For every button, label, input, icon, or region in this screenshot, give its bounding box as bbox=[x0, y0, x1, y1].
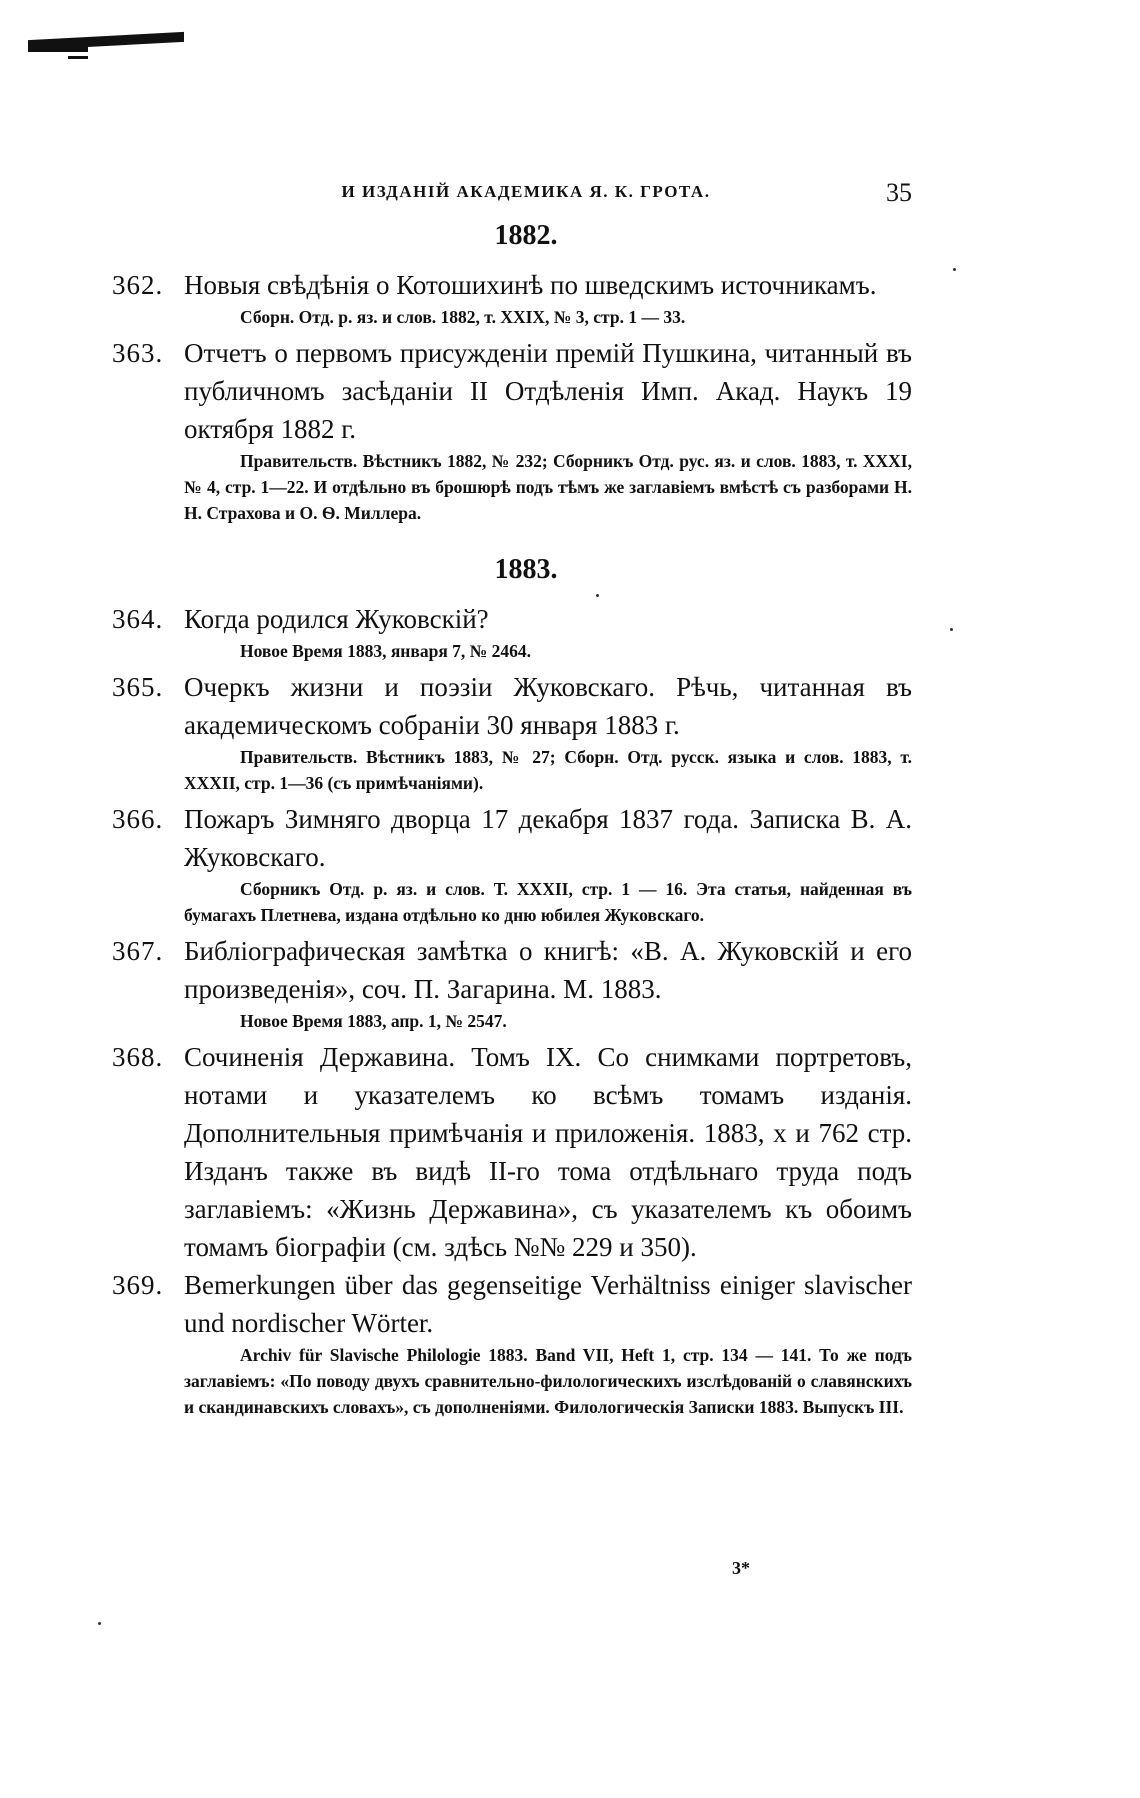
bibliography-entry bbox=[112, 266, 912, 330]
entry-source: Новое Время 1883, апр. 1, № 2547. bbox=[240, 1011, 507, 1031]
entry-title: Сочиненія Державина. Томъ IX. Со снимками портретовъ, нотами и указателемъ ко всѣмъ томамъ изданія. Дополнительныя примѣчанія и приложенія. 1883, х и 762 стр. Изданъ также въ видѣ II-го тома отдѣльнаго труда подъ заглавіемъ: «Жизнь Державина», съ указателемъ къ обоимъ томамъ біографіи (см. здѣсь №№ 229 и 350). bbox=[184, 1042, 912, 1262]
print-speck bbox=[98, 1622, 101, 1625]
entry-title: Очеркъ жизни и поэзіи Жуковскаго. Рѣчь, читанная въ академическомъ собраніи 30 января 1883 г. bbox=[184, 672, 912, 740]
bibliography-entry bbox=[112, 1038, 912, 1266]
print-speck bbox=[953, 268, 956, 271]
bibliography-entry bbox=[112, 932, 912, 1034]
running-head bbox=[140, 178, 912, 218]
entry-source: Новое Время 1883, января 7, № 2464. bbox=[240, 641, 531, 661]
bibliography-entry bbox=[112, 668, 912, 796]
signature-mark: 3* bbox=[732, 1558, 750, 1578]
entry-source: Сборникъ Отд. р. яз. и слов. Т. XXXII, стр. 1 — 16. Эта статья, найденная въ бумагахъ Плетнева, издана отдѣльно ко дню юбилея Жуковскаго. bbox=[184, 879, 912, 925]
entry-title: Bemerkungen über das gegenseitige Verhältniss einiger slavischer und nordischer Wörter. bbox=[184, 1270, 912, 1338]
entry-title: Библіографическая замѣтка о книгѣ: «В. А. Жуковскій и его произведенія», соч. П. Загарина. М. 1883. bbox=[184, 936, 912, 1004]
entry-number: 368. bbox=[112, 1042, 164, 1072]
page-number: 35 bbox=[886, 178, 912, 207]
bibliography-entry bbox=[112, 334, 912, 526]
entry-number: 369. bbox=[112, 1270, 164, 1300]
entry-number: 363. bbox=[112, 338, 164, 368]
year-heading: 1883. bbox=[494, 554, 558, 585]
entry-source: Archiv für Slavische Philologie 1883. Band VII, Heft 1, стр. 134 — 141. То же подъ заглавіемъ: «По поводу двухъ сравнительно-филологическихъ изслѣдованій о славянскихъ и скандинавскихъ словахъ», съ дополненіями. Филологическія Записки 1883. Выпускъ III. bbox=[184, 1345, 912, 1417]
bibliography-entry bbox=[112, 600, 912, 664]
ink-blot-mark bbox=[28, 30, 184, 52]
entry-number: 366. bbox=[112, 804, 164, 834]
entry-number: 362. bbox=[112, 270, 164, 300]
entry-source: Сборн. Отд. р. яз. и слов. 1882, т. XXIX, № 3, стр. 1 — 33. bbox=[240, 307, 686, 327]
bibliography-entry bbox=[112, 1266, 912, 1420]
entry-source: Правительств. Вѣстникъ 1883, № 27; Сборн. Отд. русск. языка и слов. 1883, т. XXXII, стр. 1—36 (съ примѣчаніями). bbox=[184, 747, 912, 793]
print-speck bbox=[950, 628, 953, 631]
bibliography-entry bbox=[112, 800, 912, 928]
entry-title: Новыя свѣдѣнія о Котошихинѣ по шведскимъ источникамъ. bbox=[184, 270, 877, 300]
entry-title: Пожаръ Зимняго дворца 17 декабря 1837 года. Записка В. А. Жуковскаго. bbox=[184, 804, 912, 872]
entry-source: Правительств. Вѣстникъ 1882, № 232; Сборникъ Отд. рус. яз. и слов. 1883, т. XXXI, № 4, стр. 1—22. И отдѣльно въ брошюрѣ подъ тѣмъ же заглавіемъ вмѣстѣ съ разборами Н. Н. Страхова и О. Ѳ. Миллера. bbox=[184, 451, 912, 523]
year-heading: 1882. bbox=[494, 220, 558, 251]
running-head-title: И ИЗДАНІЙ АКАДЕМИКА Я. К. ГРОТА. bbox=[341, 182, 711, 201]
entry-number: 365. bbox=[112, 672, 164, 702]
entry-number: 364. bbox=[112, 604, 164, 634]
page-body bbox=[112, 178, 912, 1424]
entry-title: Отчетъ о первомъ присужденіи премій Пушкина, читанный въ публичномъ засѣданіи II Отдѣленія Имп. Акад. Наукъ 19 октября 1882 г. bbox=[184, 338, 912, 444]
print-speck bbox=[596, 594, 599, 597]
entry-title: Когда родился Жуковскій? bbox=[184, 604, 489, 634]
entry-number: 367. bbox=[112, 936, 164, 966]
